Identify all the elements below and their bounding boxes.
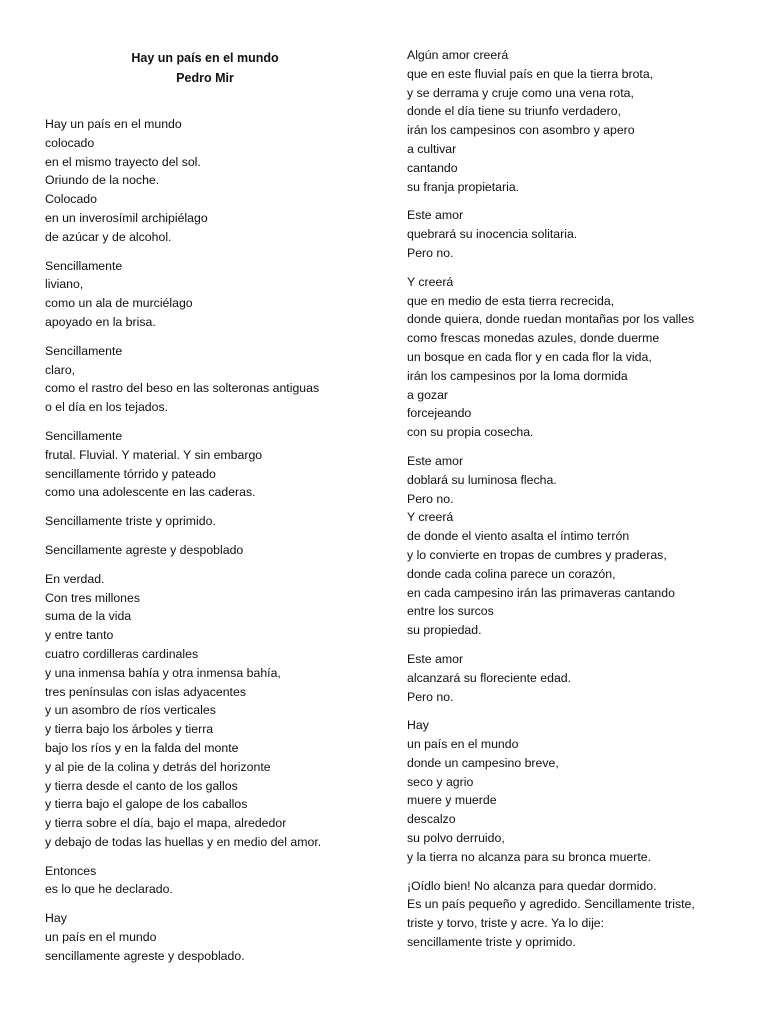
- poem-title: Hay un país en el mundo: [131, 51, 279, 65]
- poem-line: Este amor: [407, 651, 464, 666]
- poem-line: donde quiera, donde ruedan montañas por los valles: [407, 312, 695, 327]
- poem-line: seco y agrio: [407, 774, 474, 789]
- poem-line: Este amor: [407, 453, 464, 468]
- stanza: [45, 257, 375, 332]
- stanza: [45, 570, 375, 852]
- poem-line: como el rastro del beso en las solteronas antiguas: [45, 381, 320, 396]
- poem-line: y tierra sobre el día, bajo el mapa, alrededor: [45, 816, 287, 831]
- poem-line: un país en el mundo: [407, 737, 519, 752]
- stanza: [45, 541, 375, 560]
- poem-line: que en este fluvial país en que la tierra brota,: [407, 66, 654, 81]
- poem-line: en el mismo trayecto del sol.: [45, 154, 201, 169]
- poem-line: y un asombro de ríos verticales: [45, 703, 216, 718]
- poem-line: doblará su luminosa flecha.: [407, 472, 557, 487]
- poem-line: cantando: [407, 160, 458, 175]
- poem-line: y lo convierte en tropas de cumbres y praderas,: [407, 547, 667, 562]
- stanza: [407, 877, 737, 952]
- poem-line: donde un campesino breve,: [407, 755, 559, 770]
- poem-line: quebrará su inocencia solitaria.: [407, 227, 578, 242]
- poem-line: Sencillamente: [45, 428, 123, 443]
- poem-line: Entonces: [45, 863, 97, 878]
- poem-line: y una inmensa bahía y otra inmensa bahía,: [45, 665, 281, 680]
- stanza: [407, 46, 737, 196]
- poem-line: su propiedad.: [407, 623, 482, 638]
- poem-line: suma de la vida: [45, 609, 132, 624]
- poem-line: Sencillamente agreste y despoblado: [45, 542, 244, 557]
- poem-line: y se derrama y cruje como una vena rota,: [407, 85, 634, 100]
- stanza: [407, 452, 737, 640]
- poem-line: alcanzará su floreciente edad.: [407, 670, 572, 685]
- poem-line: Con tres millones: [45, 590, 140, 605]
- poem-line: a cultivar: [407, 141, 457, 156]
- poem-line: y la tierra no alcanza para su bronca muerte.: [407, 849, 652, 864]
- poem-line: Y creerá: [407, 510, 454, 525]
- right-column: [407, 46, 737, 962]
- poem-line: como frescas monedas azules, donde duerme: [407, 331, 660, 346]
- poem-line: a gozar: [407, 387, 449, 402]
- stanza: [45, 427, 375, 502]
- poem-line: Colocado: [45, 192, 97, 207]
- stanza: [45, 862, 375, 900]
- poem-line: y debajo de todas las huellas y en medio del amor.: [45, 834, 322, 849]
- poem-line: y tierra desde el canto de los gallos: [45, 778, 238, 793]
- poem-line: Pero no.: [407, 689, 454, 704]
- stanza: [45, 115, 375, 247]
- poem-line: un bosque en cada flor y en cada flor la vida,: [407, 349, 652, 364]
- poem-line: irán los campesinos con asombro y apero: [407, 123, 635, 138]
- poem-line: claro,: [45, 362, 76, 377]
- poem-author: Pedro Mir: [176, 71, 234, 85]
- poem-line: Algún amor creerá: [407, 48, 509, 62]
- poem-line: Pero no.: [407, 491, 454, 506]
- poem-line: bajo los ríos y en la falda del monte: [45, 740, 239, 755]
- poem-line: ¡Oídlo bien! No alcanza para quedar dormido.: [407, 878, 657, 893]
- poem-line: como una adolescente en las caderas.: [45, 485, 256, 500]
- poem-line: sencillamente agreste y despoblado.: [45, 948, 245, 963]
- poem-line: y tierra bajo el galope de los caballos: [45, 797, 248, 812]
- poem-line: como un ala de murciélago: [45, 296, 193, 311]
- poem-line: es lo que he declarado.: [45, 882, 173, 897]
- stanza: [407, 273, 737, 442]
- poem-line: y tierra bajo los árboles y tierra: [45, 722, 214, 737]
- poem-line: descalzo: [407, 812, 456, 827]
- poem-line: Pero no.: [407, 245, 454, 260]
- stanza: [407, 206, 737, 262]
- poem-line: de donde el viento asalta el íntimo terrón: [407, 529, 630, 544]
- poem-line: Es un país pequeño y agredido. Sencillamente triste,: [407, 897, 695, 912]
- stanza: [407, 650, 737, 706]
- stanza: [45, 512, 375, 531]
- poem-line: Sencillamente: [45, 258, 123, 273]
- poem-line: de azúcar y de alcohol.: [45, 229, 172, 244]
- poem-line: sencillamente tórrido y pateado: [45, 466, 216, 481]
- poem-line: En verdad.: [45, 571, 105, 586]
- poem-line: Hay: [407, 718, 429, 733]
- poem-line: liviano,: [45, 277, 84, 292]
- poem-line: apoyado en la brisa.: [45, 314, 156, 329]
- poem-line: Hay: [45, 911, 67, 926]
- poem-line: que en medio de esta tierra recrecida,: [407, 293, 615, 308]
- poem-line: y entre tanto: [45, 628, 114, 643]
- left-stanzas: [45, 115, 375, 966]
- poem-line: donde cada colina parece un corazón,: [407, 566, 616, 581]
- poem-line: muere y muerde: [407, 793, 497, 808]
- poem-line: y al pie de la colina y detrás del horizonte: [45, 759, 271, 774]
- poem-line: Sencillamente: [45, 343, 123, 358]
- poem-line: Oriundo de la noche.: [45, 173, 160, 188]
- poem-line: forcejeando: [407, 406, 472, 421]
- poem-line: Sencillamente triste y oprimido.: [45, 514, 216, 529]
- poem-line: donde el día tiene su triunfo verdadero,: [407, 104, 621, 119]
- poem-line: en un inverosímil archipiélago: [45, 210, 208, 225]
- poem-line: tres penínsulas con islas adyacentes: [45, 684, 246, 699]
- poem-line: irán los campesinos por la loma dormida: [407, 368, 628, 383]
- poem-line: cuatro cordilleras cardinales: [45, 646, 199, 661]
- poem-line: con su propia cosecha.: [407, 425, 534, 440]
- poem-line: Hay un país en el mundo: [45, 117, 182, 131]
- title-block: [45, 48, 365, 88]
- poem-line: triste y torvo, triste y acre. Ya lo dije:: [407, 916, 605, 931]
- stanza: [407, 716, 737, 866]
- poem-line: Y creerá: [407, 274, 454, 289]
- right-stanzas: [407, 46, 737, 952]
- stanza: [45, 342, 375, 417]
- poem-line: su franja propietaria.: [407, 179, 520, 194]
- poem-line: frutal. Fluvial. Y material. Y sin embargo: [45, 447, 263, 462]
- poem-line: entre los surcos: [407, 604, 494, 619]
- poem-line: un país en el mundo: [45, 930, 157, 945]
- poem-line: su polvo derruido,: [407, 831, 505, 846]
- stanza: [45, 909, 375, 965]
- poem-line: o el día en los tejados.: [45, 400, 169, 415]
- poem-line: colocado: [45, 135, 95, 150]
- poem-line: sencillamente triste y oprimido.: [407, 935, 576, 950]
- poem-line: Este amor: [407, 208, 464, 223]
- left-column: [45, 48, 375, 976]
- poem-line: en cada campesino irán las primaveras cantando: [407, 585, 675, 600]
